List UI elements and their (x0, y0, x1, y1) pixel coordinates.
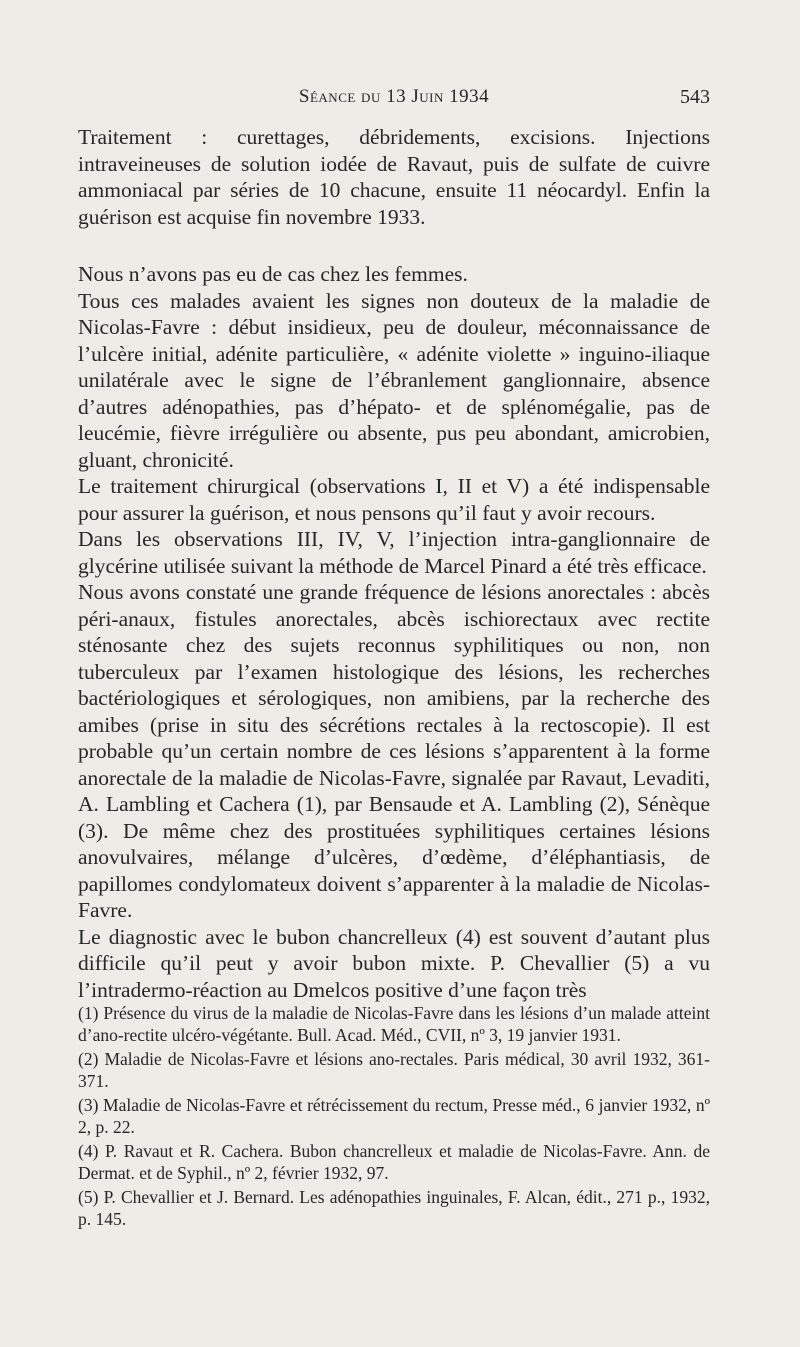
paragraph-signs: Tous ces malades avaient les signes non douteux de la maladie de Nicolas-Favre : début insidieux, peu de douleur, méconnaissance de l’ulcère initial, adénite particulière, « adénite violette » inguino-iliaque unilatérale avec le signe de l’ébranlement ganglionnaire, absence d’autres adénopathies, pas d’hépato- et de splénomégalie, pas de leucémie, fièvre irrégulière ou absente, pus peu abondant, amicrobien, gluant, chronicité. (78, 288, 710, 472)
paragraph-gap (78, 230, 710, 261)
footnote-1: (1) Présence du virus de la maladie de Nicolas-Favre dans les lésions d’un malade atteint d’ano-rectite ulcéro-végétante. Bull. Acad. Méd., CVII, nº 3, 19 janvier 1931. (78, 1003, 710, 1045)
paragraph-anorectal: Nous avons constaté une grande fréquence de lésions anorectales : abcès péri-anaux, fistules anorectales, abcès ischiorectaux avec rectite sténosante chez des sujets reconnus syphilitiques ou non, non tuberculeux par l’examen histologique des lésions, les recherches bactériologiques et sérologiques, non amibiens, par la recherche des amibes (prise in situ des sécrétions rectales à la rectoscopie). Il est probable qu’un certain nombre de ces lésions s’apparentent à la forme anorectale de la maladie de Nicolas-Favre, signalée par Ravaut, Levaditi, A. Lambling et Cachera (1), par Bensaude et A. Lambling (2), Sénèque (3). De même chez des prostituées syphilitiques certaines lésions anovulvaires, mélange d’ulcères, d’œdème, d’éléphantiasis, de papillomes condylomateux doivent s’apparenter à la maladie de Nicolas-Favre. (78, 580, 710, 922)
page-header (78, 78, 710, 108)
footnote-3: (3) Maladie de Nicolas-Favre et rétrécissement du rectum, Presse méd., 6 janvier 1932, nº 2, p. 22. (78, 1095, 710, 1137)
paragraph-glycerine: Dans les observations III, IV, V, l’injection intra-ganglionnaire de glycérine utilisée suivant la méthode de Marcel Pinard a été très efficace. (78, 527, 710, 578)
paragraph-diagnosis: Le diagnostic avec le bubon chancrelleux (4) est souvent d’autant plus difficile qu’il peut y avoir bubon mixte. P. Chevallier (5) a vu l’intradermo-réaction au Dmelcos positive d’une façon très (78, 924, 710, 1002)
footnote-5: (5) P. Chevallier et J. Bernard. Les adénopathies inguinales, F. Alcan, édit., 271 p., 1932, p. 145. (78, 1187, 710, 1229)
page-number: 543 (680, 86, 710, 108)
paragraph-surgery: Le traitement chirurgical (observations I, II et V) a été indispensable pour assurer la guérison, et nous pensons qu’il faut y avoir recours. (78, 474, 710, 525)
body-text (78, 124, 710, 1003)
running-head: Séance du 13 Juin 1934 (298, 86, 490, 107)
footnote-2: (2) Maladie de Nicolas-Favre et lésions ano-rectales. Paris médical, 30 avril 1932, 361-371. (78, 1049, 710, 1091)
footnotes (78, 1002, 710, 1232)
paragraph-women: Nous n’avons pas eu de cas chez les femmes. (78, 262, 468, 286)
footnote-4: (4) P. Ravaut et R. Cachera. Bubon chancrelleux et maladie de Nicolas-Favre. Ann. de Dermat. et de Syphil., nº 2, février 1932, 97. (78, 1141, 710, 1183)
paragraph-treatment: Traitement : curettages, débridements, excisions. Injections intraveineuses de solution iodée de Ravaut, puis de sulfate de cuivre ammoniacal par séries de 10 chacune, ensuite 11 néocardyl. Enfin la guérison est acquise fin novembre 1933. (78, 125, 710, 229)
